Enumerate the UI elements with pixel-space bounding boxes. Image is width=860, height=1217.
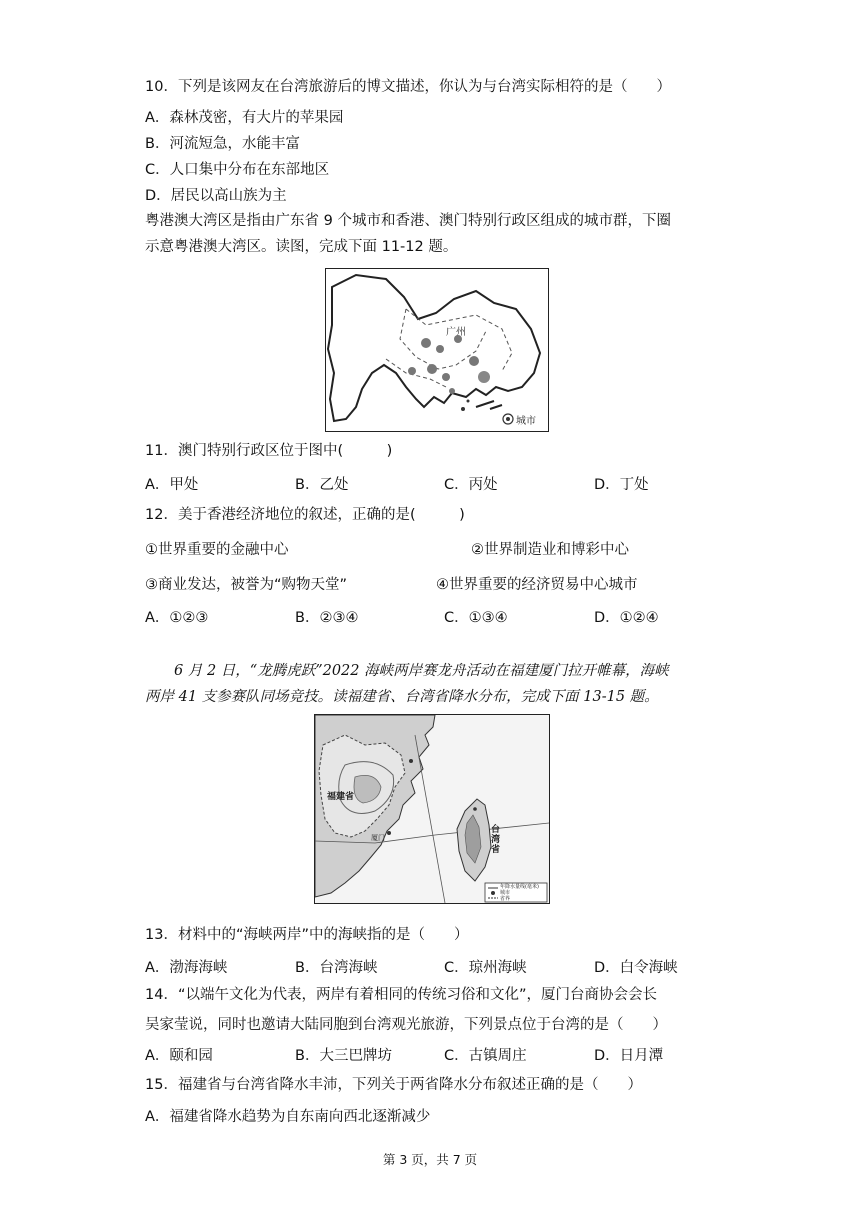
q14-line2: 吴家莹说，同时也邀请大陆同胞到台湾观光旅游，下列景点位于台湾的是（ ）: [145, 1017, 667, 1033]
q14-option-a: A．颐和园: [145, 1048, 213, 1064]
q12-statement-3: ③商业发达，被誉为“购物天堂”: [145, 577, 348, 593]
q12-statement-4: ④世界重要的经济贸易中心城市: [436, 577, 638, 593]
gba-map: [325, 268, 549, 432]
q14-option-d: D．日月潭: [594, 1048, 664, 1064]
q13-option-a: A．渤海海峡: [145, 960, 228, 976]
intro-gba-line2: 示意粤港澳大湾区。读图，完成下面 11-12 题。: [145, 239, 458, 255]
guangzhou-label: 广州: [446, 327, 466, 338]
map2-legend-city: 城市: [500, 890, 511, 896]
q10-option-a: A．森林茂密，有大片的苹果园: [145, 110, 344, 126]
q14-option-c: C．古镇周庄: [444, 1048, 527, 1064]
q14-option-b: B．大三巴牌坊: [295, 1048, 392, 1064]
q11-option-b: B．乙处: [295, 477, 349, 493]
q11-option-a: A．甲处: [145, 477, 199, 493]
q12-statement-2: ②世界制造业和博彩中心: [471, 542, 629, 558]
intro-gba-line1: 粤港澳大湾区是指由广东省 9 个城市和香港、澳门特别行政区组成的城市群，下圈: [145, 213, 671, 229]
intro-dragon-boat-line1: 6 月 2 日，“龙腾虎跃”2022 海峡两岸赛龙舟活动在福建厦门拉开帷幕，海峡: [174, 663, 669, 679]
q12-option-c: C．①③④: [444, 610, 508, 626]
taiwan-label: 台湾省: [491, 825, 501, 855]
q13-stem: 13．材料中的“海峡两岸”中的海峡指的是（ ）: [145, 927, 469, 943]
xiamen-label: 厦门: [371, 834, 385, 842]
q11-option-c: C．丙处: [444, 477, 498, 493]
map2-legend-precip: 年降水量线(毫米): [500, 884, 539, 890]
q10-option-c: C．人口集中分布在东部地区: [145, 162, 330, 178]
q13-option-b: B．台湾海峡: [295, 960, 378, 976]
fujian-taiwan-precip-map: [314, 714, 550, 904]
q12-statement-1: ①世界重要的金融中心: [145, 542, 289, 558]
q12-stem: 12．美于香港经济地位的叙述，正确的是( ): [145, 507, 465, 523]
q12-option-b: B．②③④: [295, 610, 359, 626]
q13-option-d: D．白令海峡: [594, 960, 678, 976]
gba-map-drawing: [326, 269, 548, 431]
q10-option-d: D．居民以高山族为主: [145, 188, 287, 204]
fujian-label: 福建省: [327, 792, 355, 802]
intro-dragon-boat-line2: 两岸 41 支参赛队同场竞技。读福建省、台湾省降水分布，完成下面 13-15 题。: [145, 689, 659, 705]
q11-option-d: D．丁处: [594, 477, 649, 493]
map1-legend-label: 城市: [516, 416, 536, 427]
q12-option-d: D．①②④: [594, 610, 659, 626]
q15-stem: 15．福建省与台湾省降水丰沛，下列关于两省降水分布叙述正确的是（ ）: [145, 1077, 642, 1093]
q15-option-a: A．福建省降水趋势为自东南向西北逐渐减少: [145, 1109, 431, 1125]
q10-stem: 10．下列是该网友在台湾旅游后的博文描述，你认为与台湾实际相符的是（ ）: [145, 79, 671, 95]
q11-stem: 11．澳门特别行政区位于图中( ): [145, 443, 393, 459]
q13-option-c: C．琼州海峡: [444, 960, 527, 976]
q14-line1: 14．“以端午文化为代表，两岸有着相同的传统习俗和文化”，厦门台商协会会长: [145, 987, 657, 1003]
page-footer: 第 3 页，共 7 页: [382, 1152, 478, 1167]
q10-option-b: B．河流短急，水能丰富: [145, 136, 300, 152]
q12-option-a: A．①②③: [145, 610, 209, 626]
precip-map-drawing: [315, 715, 549, 903]
map2-legend-border: 省界: [500, 896, 511, 902]
